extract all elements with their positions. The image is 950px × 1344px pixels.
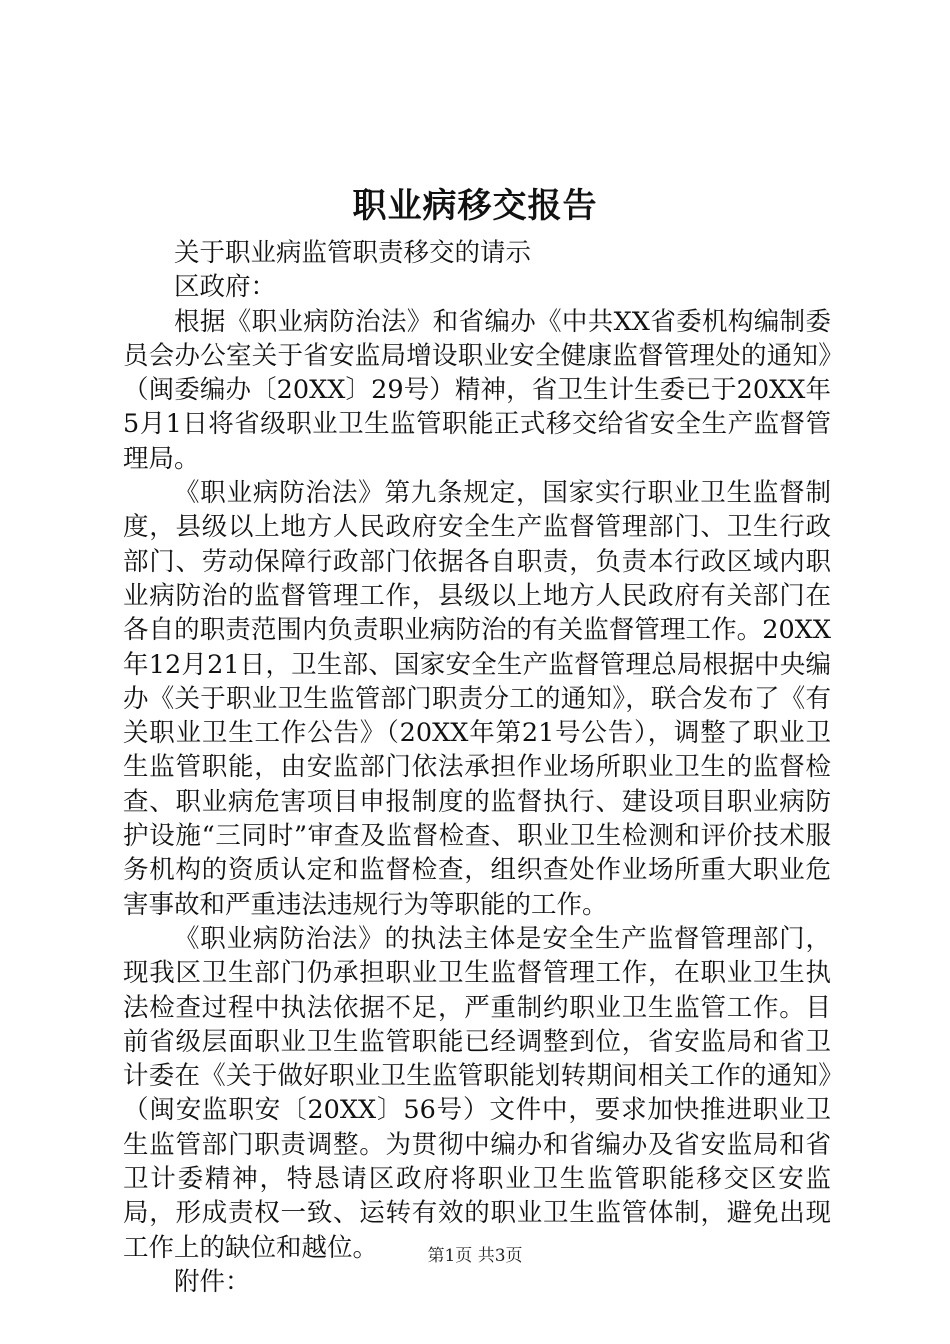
page-number: 第1页 共3页 (427, 1246, 523, 1266)
body-paragraph: 《职业病防治法》的执法主体是安全生产监督管理部门，现我区卫生部门仍承担职业卫生监督管理工作，在职业卫生执法检查过程中执法依据不足，严重制约职业卫生监管工作。目前省级层面职业卫生监管职能已经调整到位，省安监局和省卫计委在《关于做好职业卫生监管职能划转期间相关工作的通知》（闽安监职安〔20XX〕56号）文件中，要求加快推进职业卫生监管部门职责调整。为贯彻中编办和省编办及省安监局和省卫计委精神，特恳请区政府将职业卫生监管职能移交区安监局，形成责权一致、运转有效的职业卫生监管体制，避免出现工作上的缺位和越位。 (123, 923, 831, 1263)
salutation: 区政府： (174, 272, 277, 303)
document-title: 职业病移交报告 (352, 186, 598, 226)
body-paragraph: 《职业病防治法》第九条规定，国家实行职业卫生监督制度，县级以上地方人民政府安全生产监督管理部门、卫生行政部门、劳动保障行政部门依据各自职责，负责本行政区域内职业病防治的监督管理工作，县级以上地方人民政府有关部门在各自的职责范围内负责职业病防治的有关监督管理工作。20XX年12月21日，卫生部、国家安全生产监督管理总局根据中央编办《关于职业卫生监管部门职责分工的通知》，联合发布了《有关职业卫生工作公告》（20XX年第21号公告），调整了职业卫生监管职能，由安监部门依法承担作业场所职业卫生的监督检查、职业病危害项目申报制度的监督执行、建设项目职业病防护设施“三同时”审查及监督检查、职业卫生检测和评价技术服务机构的资质认定和监督检查，组织查处作业场所重大职业危害事故和严重违法违规行为等职能的工作。 (123, 478, 831, 920)
request-subject: 关于职业病监管职责移交的请示 (174, 238, 532, 268)
body-paragraph: 根据《职业病防治法》和省编办《中共XX省委机构编制委员会办公室关于省安监局增设职业安全健康监督管理处的通知》（闽委编办〔20XX〕29号）精神，省卫生计生委已于20XX年5月1日将省级职业卫生监管职能正式移交给省安全生产监督管理局。 (123, 306, 831, 474)
document-body (123, 236, 831, 1299)
attachment-label: 附件： (174, 1266, 251, 1297)
